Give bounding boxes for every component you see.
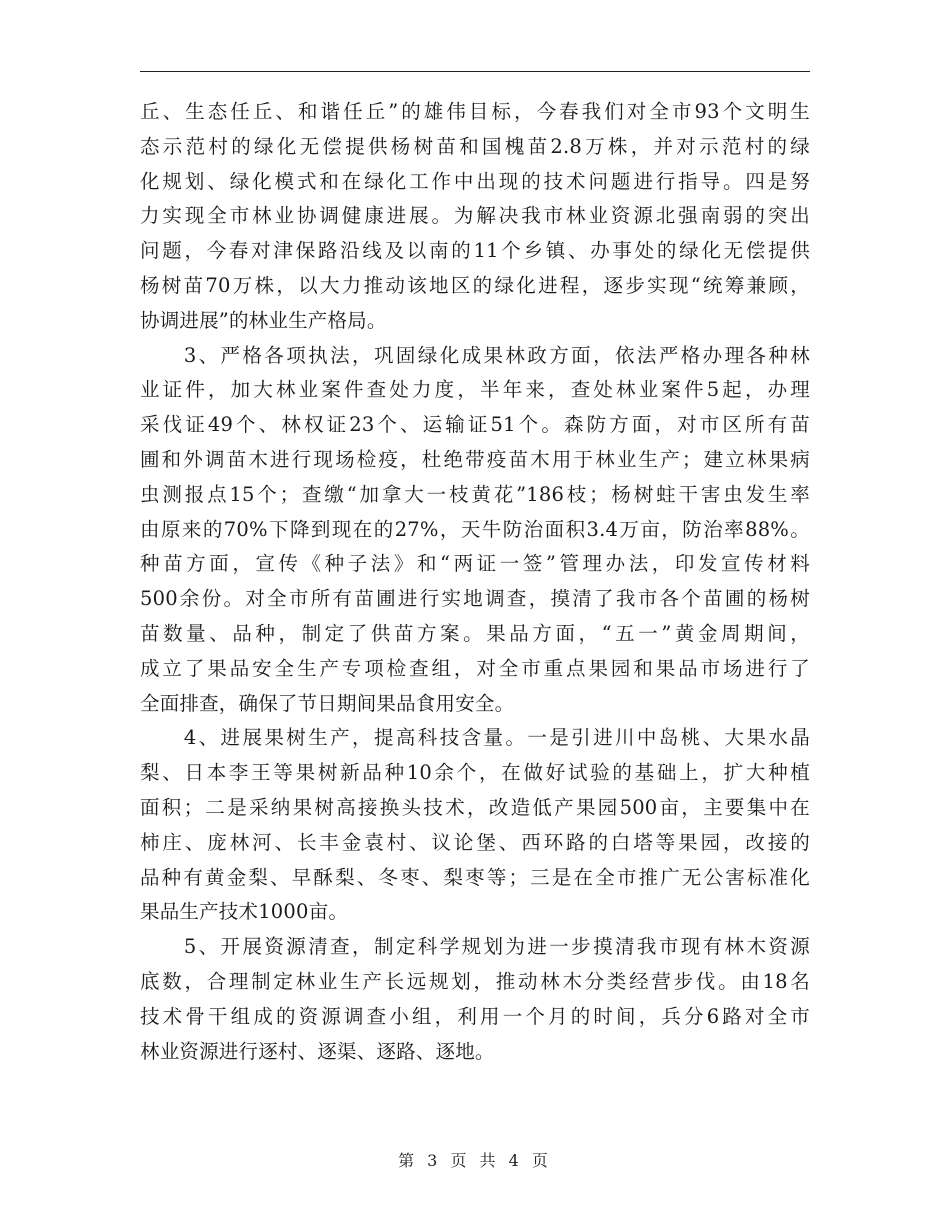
text-line: 由原来的70%下降到现在的27%，天牛防治面积3.4万亩，防治率88%。 [140,517,810,541]
text-line: 成立了果品安全生产专项检查组，对全市重点果园和果品市场进行了 [140,656,810,680]
text-line: 品种有黄金梨、早酥梨、冬枣、梨枣等；三是在全市推广无公害标准化 [140,865,810,889]
body-text [140,95,810,1069]
text-line: 采伐证49个、林权证23个、运输证51个。森防方面，对市区所有苗 [140,413,810,437]
text-line: 问题，今春对津保路沿线及以南的11个乡镇、办事处的绿化无偿提供 [140,239,810,263]
text-line: 面积；二是采纳果树高接换头技术，改造低产果园500亩，主要集中在 [140,795,810,819]
text-line: 全面排查，确保了节日期间果品食用安全。 [140,691,515,715]
text-line: 底数，合理制定林业生产长远规划，推动林木分类经营步伐。由18名 [140,969,810,993]
text-line: 5、开展资源清查，制定科学规划为进一步摸清我市现有林木资源 [140,935,810,959]
text-line: 林业资源进行逐村、逐渠、逐路、逐地。 [140,1039,495,1063]
text-line: 化规划、绿化模式和在绿化工作中出现的技术问题进行指导。四是努 [140,169,810,193]
page-number: 第 3 页 共 4 页 [398,1151,552,1170]
text-line: 梨、日本李王等果树新品种10余个，在做好试验的基础上，扩大种植 [140,761,810,785]
text-line: 力实现全市林业协调健康进展。为解决我市林业资源北强南弱的突出 [140,204,810,228]
text-line: 协调进展”的林业生产格局。 [140,308,387,332]
text-line: 业证件，加大林业案件查处力度，半年来，查处林业案件5起，办理 [140,378,810,402]
text-line: 虫测报点15个；查缴“加拿大一枝黄花”186枝；杨树蛀干害虫发生率 [140,482,810,506]
text-line: 圃和外调苗木进行现场检疫，杜绝带疫苗木用于林业生产；建立林果病 [140,447,810,471]
text-line: 4、进展果树生产，提高科技含量。一是引进川中岛桃、大果水晶 [140,726,810,750]
text-line: 种苗方面，宣传《种子法》和“两证一签”管理办法，印发宣传材料 [140,552,810,576]
text-line: 杨树苗70万株，以大力推动该地区的绿化进程，逐步实现“统筹兼顾， [140,273,810,297]
text-line: 500余份。对全市所有苗圃进行实地调查，摸清了我市各个苗圃的杨树 [140,587,810,611]
header-rule [140,71,810,72]
text-line: 苗数量、品种，制定了供苗方案。果品方面，“五一”黄金周期间， [140,621,810,645]
text-line: 3、严格各项执法，巩固绿化成果林政方面，依法严格办理各种林 [140,343,810,367]
text-line: 果品生产技术1000亩。 [140,900,349,924]
text-line: 态示范村的绿化无偿提供杨树苗和国槐苗2.8万株，并对示范村的绿 [140,134,810,158]
text-line: 丘、生态任丘、和谐任丘”的雄伟目标，今春我们对全市93个文明生 [140,100,810,123]
text-line: 柿庄、庞林河、长丰金袁村、议论堡、西环路的白塔等果园，改接的 [140,830,810,854]
text-line: 技术骨干组成的资源调查小组，利用一个月的时间，兵分6路对全市 [140,1004,810,1028]
